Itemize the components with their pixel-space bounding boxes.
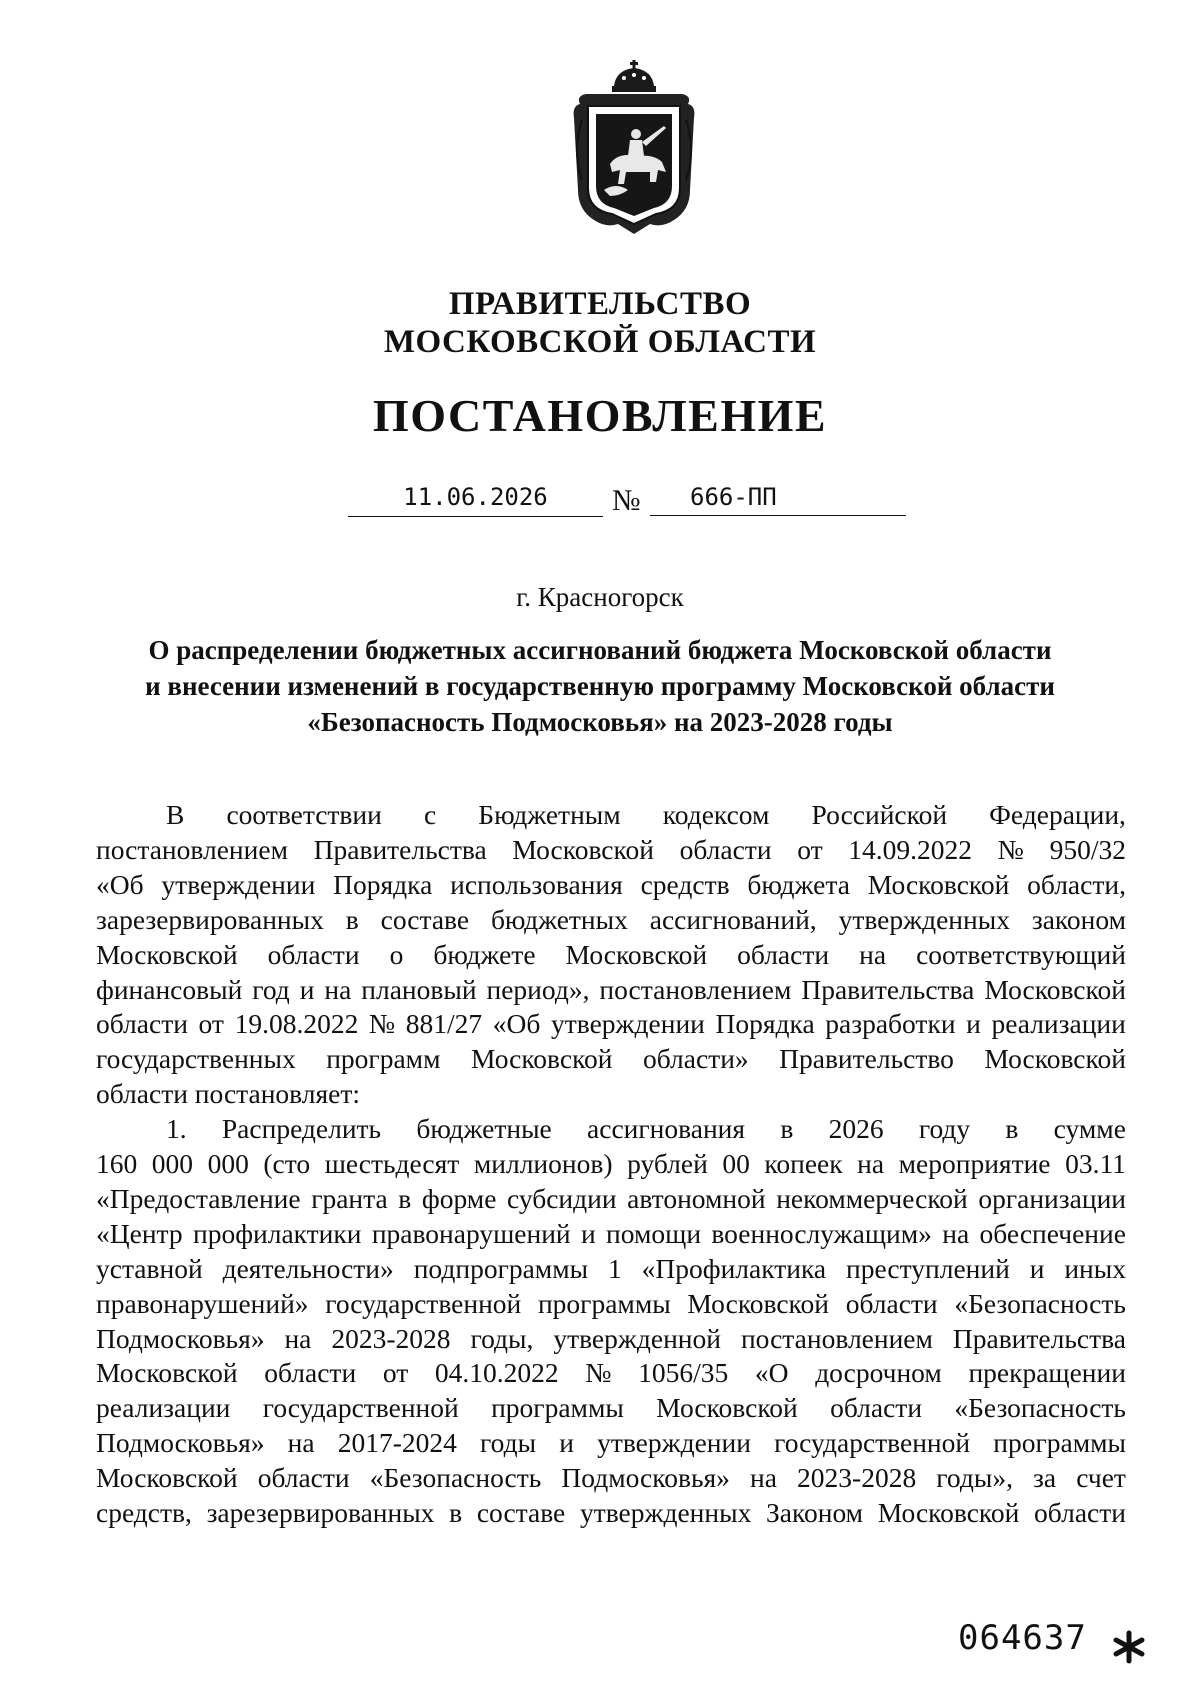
number-sign: № xyxy=(612,484,641,517)
body-line: Подмосковья» на 2017-2024 годы и утверждении государственной программы xyxy=(96,1427,1126,1459)
body-line: «Об утверждении Порядка использования средств бюджета Московской области, xyxy=(96,868,1126,900)
asterisk-mark-icon xyxy=(1112,1630,1146,1664)
document-title-line-2: и внесении изменений в государственную программу Московской области xyxy=(145,671,1055,701)
body-line: реализации государственной программы Московской области «Безопасность xyxy=(96,1392,1126,1424)
body-line: «Предоставление гранта в форме субсидии автономной некоммерческой организации xyxy=(96,1182,1126,1214)
registration-number: 666-ПП xyxy=(650,482,906,516)
body-line: области от 19.08.2022 № 881/27 «Об утверждении Порядка разработки и реализации xyxy=(96,1008,1126,1040)
body-line: В соответствии с Бюджетным кодексом Российской Федерации, xyxy=(166,799,1126,830)
document-title-line-3: «Безопасность Подмосковья» на 2023-2028 годы xyxy=(307,707,893,737)
body-line: правонарушений» государственной программы Московской области «Безопасность xyxy=(96,1287,1126,1319)
body-line: Московской области от 04.10.2022 № 1056/35 «О досрочном прекращении xyxy=(96,1357,1126,1389)
body-line: уставной деятельности» подпрограммы 1 «Профилактика преступлений и иных xyxy=(96,1252,1126,1284)
body-line: финансовый год и на плановый период», постановлением Правительства Московской xyxy=(96,973,1126,1005)
serial-number: 064637 xyxy=(958,1618,1087,1658)
body-line: «Центр профилактики правонарушений и помощи военнослужащим» на обеспечение xyxy=(96,1217,1126,1249)
body-line: Московской области «Безопасность Подмосковья» на 2023-2028 годы», за счет xyxy=(96,1462,1126,1494)
body-line: 1. Распределить бюджетные ассигнования в 2026 году в сумме xyxy=(166,1113,1126,1145)
body-line: 160 000 000 (сто шестьдесят миллионов) рублей 00 копеек на мероприятие 03.11 xyxy=(96,1148,1126,1179)
body-line: области постановляет: xyxy=(96,1078,361,1110)
org-name-line-1: ПРАВИТЕЛЬСТВО xyxy=(448,286,752,322)
registration-date: 11.06.2026 xyxy=(348,482,603,517)
body-line: Подмосковья» на 2023-2028 годы, утвержденной постановлением Правительства xyxy=(96,1322,1126,1354)
body-line: Московской области о бюджете Московской области на соответствующий xyxy=(96,938,1126,970)
document-title-line-1: О распределении бюджетных ассигнований бюджета Московской области xyxy=(148,635,1052,665)
coat-of-arms-icon xyxy=(566,60,702,236)
document-type: ПОСТАНОВЛЕНИЕ xyxy=(372,390,828,441)
body-line: зарезервированных в составе бюджетных ассигнований, утвержденных законом xyxy=(96,903,1126,935)
body-line: средств, зарезервированных в составе утвержденных Законом Московской области xyxy=(96,1497,1126,1528)
body-line: постановлением Правительства Московской области от 14.09.2022 № 950/32 xyxy=(96,833,1126,865)
city-line: г. Красногорск xyxy=(516,582,684,612)
body-line: государственных программ Московской области» Правительство Московской xyxy=(96,1043,1126,1075)
org-name-line-2: МОСКОВСКОЙ ОБЛАСТИ xyxy=(383,324,817,360)
